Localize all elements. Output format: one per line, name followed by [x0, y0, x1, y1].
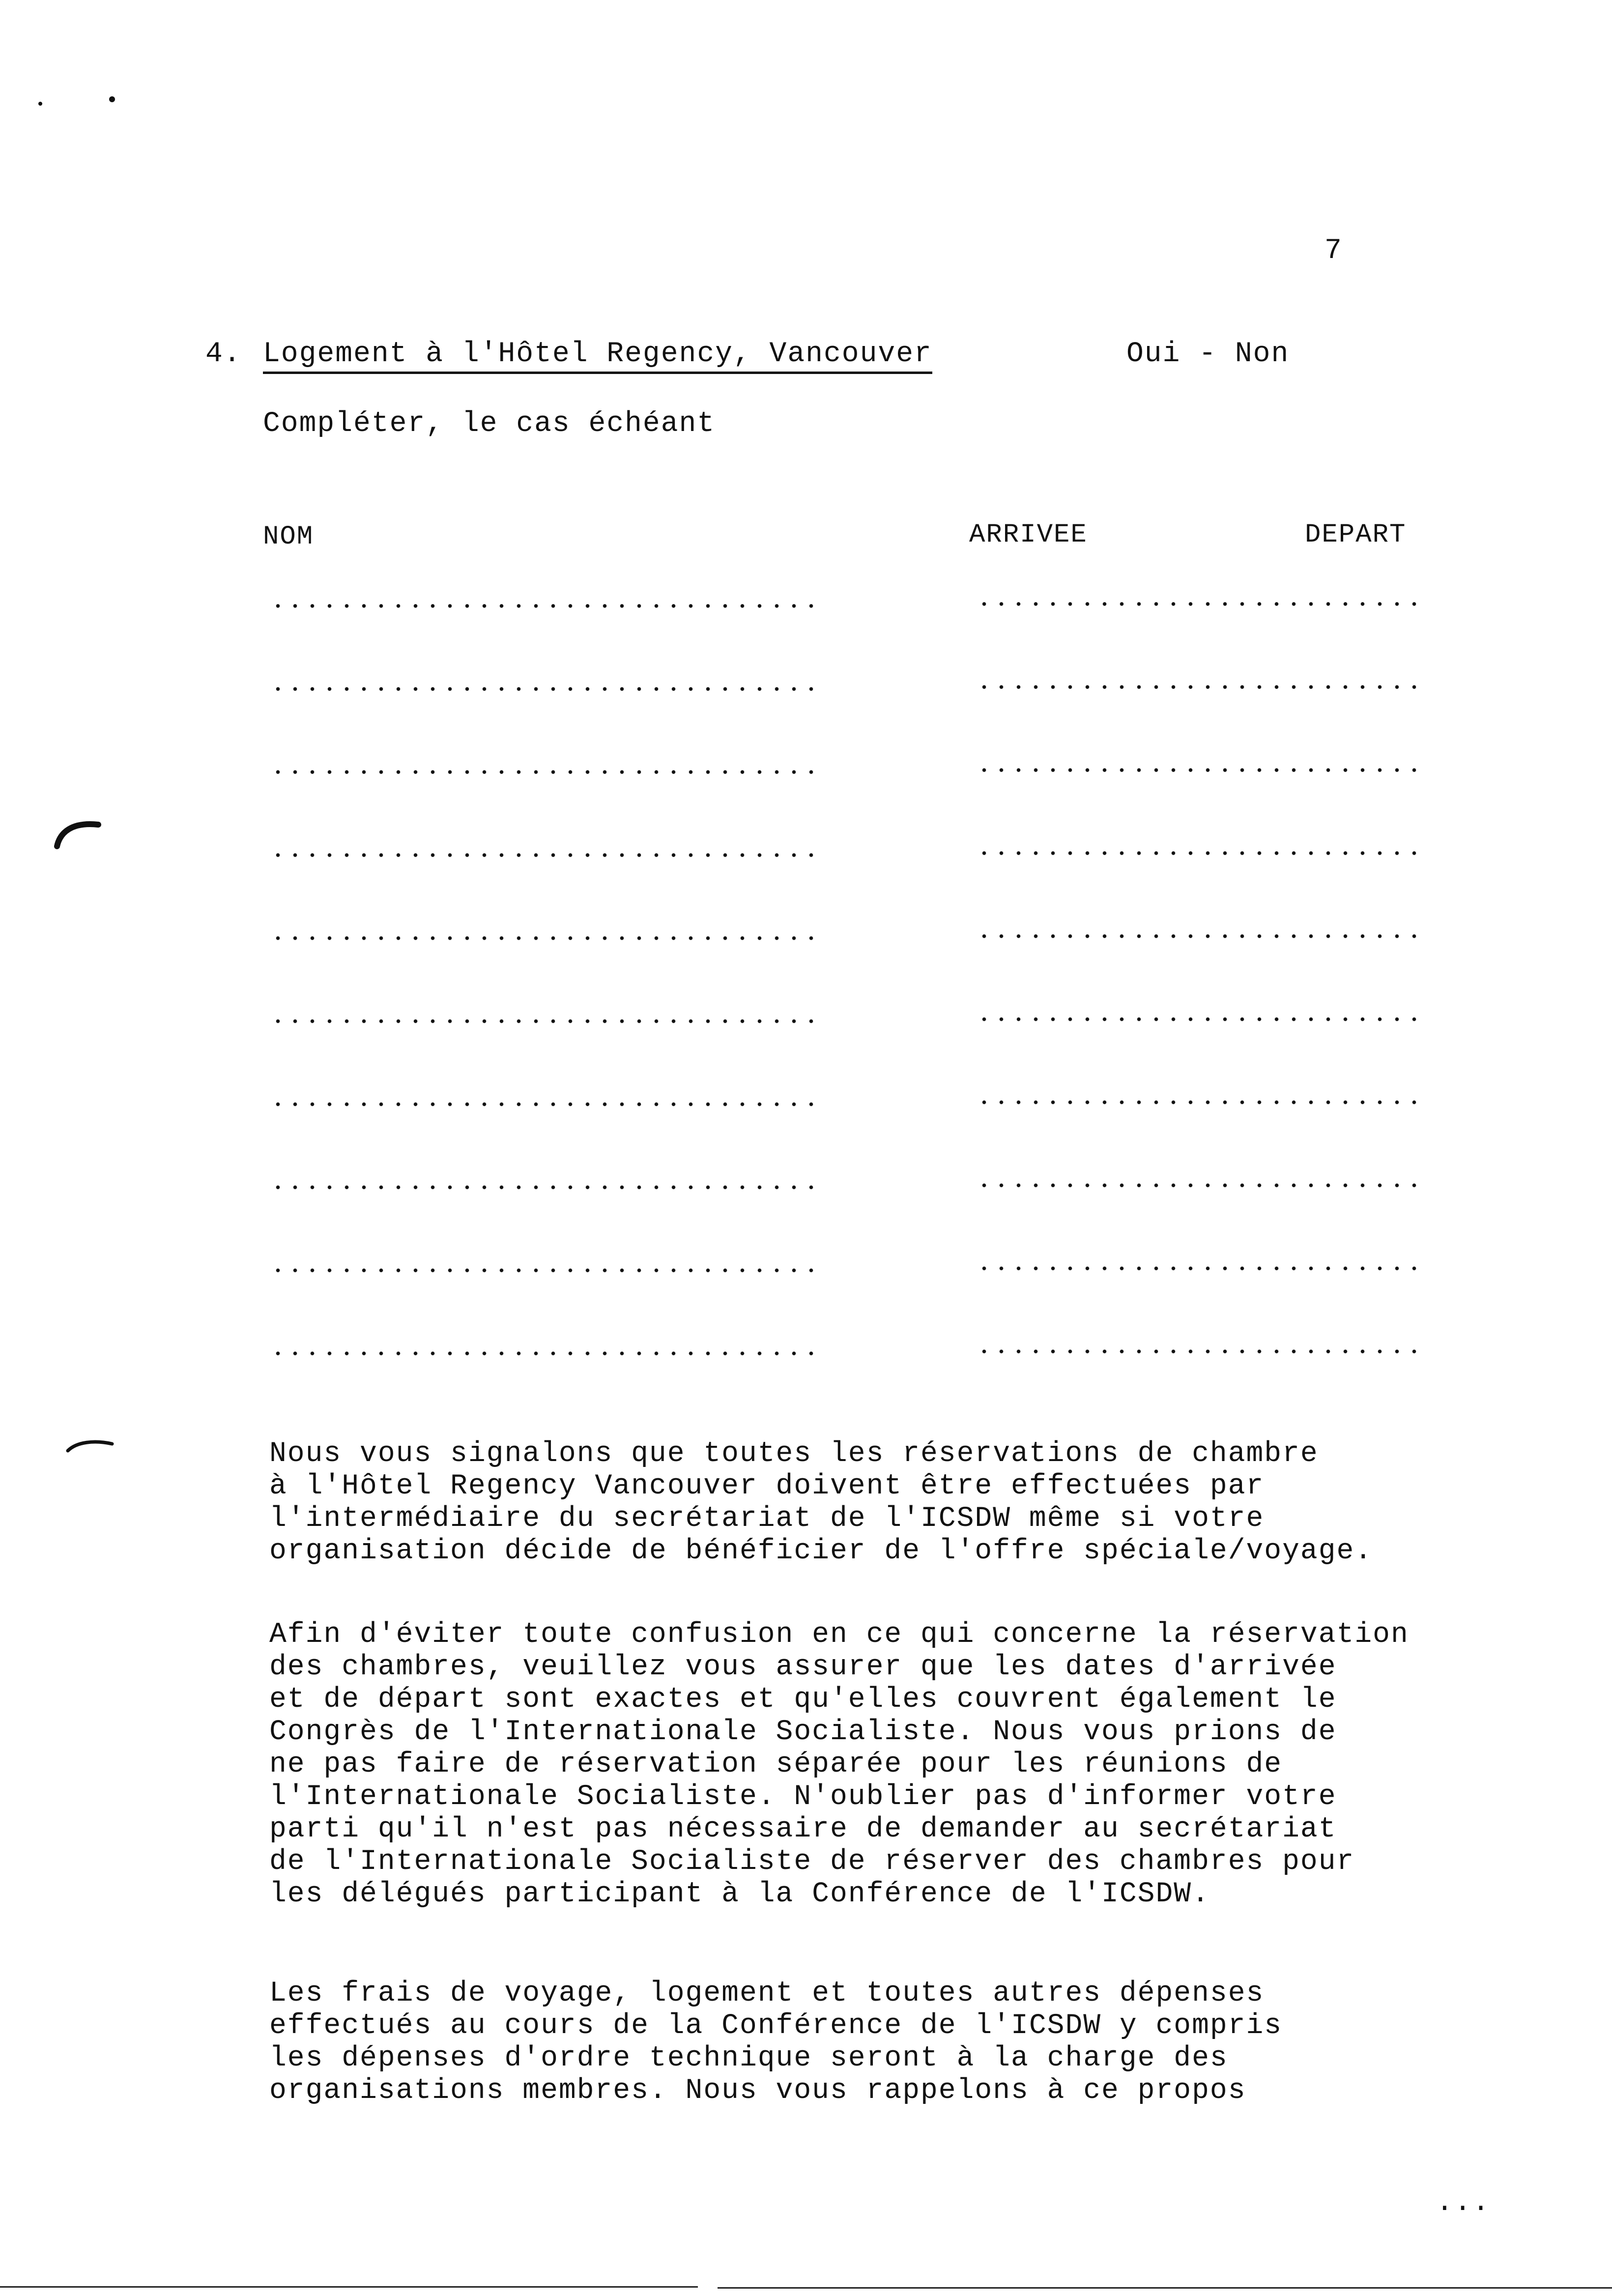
dates-blank[interactable] [976, 768, 1423, 773]
dates-blank[interactable] [976, 1017, 1423, 1022]
text-line: effectués au cours de la Conférence de l'ICSDW y compris [269, 2010, 1283, 2042]
text-line: Les frais de voyage, logement et toutes autres dépenses [269, 1978, 1265, 2009]
name-blank[interactable] [269, 1185, 820, 1190]
text-line: l'Internationale Socialiste. N'oublier pas d'informer votre [269, 1781, 1337, 1813]
text-line: organisations membres. Nous vous rappelons à ce propos [269, 2075, 1246, 2107]
name-blank[interactable] [269, 770, 820, 775]
text-line: les délégués participant à la Conférence de l'ICSDW. [269, 1878, 1210, 1910]
dates-blank[interactable] [976, 1100, 1423, 1105]
dates-blank[interactable] [976, 1349, 1423, 1354]
name-blank[interactable] [269, 1102, 820, 1107]
text-line: l'intermédiaire du secrétariat de l'ICSDW même si votre [269, 1503, 1265, 1535]
page-bottom-rule [0, 2286, 698, 2288]
text-line: Congrès de l'Internationale Socialiste. Nous vous prions de [269, 1716, 1337, 1748]
oui-non-choice: Oui - Non [1126, 338, 1290, 370]
header-nom: NOM [263, 522, 314, 552]
dates-blank[interactable] [976, 934, 1423, 939]
section-title: Logement à l'Hôtel Regency, Vancouver [263, 338, 932, 374]
section-number: 4. [205, 338, 242, 370]
text-line: Nous vous signalons que toutes les réservations de chambre [269, 1438, 1319, 1470]
text-line: Afin d'éviter toute confusion en ce qui concerne la réservation [269, 1619, 1409, 1651]
name-blank[interactable] [269, 936, 820, 941]
text-line: des chambres, veuillez vous assurer que les dates d'arrivée [269, 1651, 1337, 1683]
page-number: 7 [1324, 235, 1343, 267]
page-bottom-rule [718, 2287, 1612, 2289]
header-depart: DEPART [1305, 520, 1407, 550]
name-blank[interactable] [269, 603, 820, 608]
name-blank[interactable] [269, 1268, 820, 1273]
text-line: de l'Internationale Socialiste de réserver des chambres pour [269, 1846, 1355, 1878]
text-line: parti qu'il n'est pas nécessaire de demander au secrétariat [269, 1813, 1337, 1845]
text-line: à l'Hôtel Regency Vancouver doivent être effectuées par [269, 1470, 1265, 1502]
dates-blank[interactable] [976, 1183, 1423, 1188]
text-line: organisation décide de bénéficier de l'offre spéciale/voyage. [269, 1535, 1373, 1567]
paragraph-3 [269, 1978, 1282, 2107]
margin-mark [65, 1435, 114, 1455]
paragraph-2 [269, 1619, 1409, 1911]
name-blank[interactable] [269, 1351, 820, 1356]
scan-speck [109, 96, 115, 102]
text-line: les dépenses d'ordre technique seront à la charge des [269, 2042, 1228, 2074]
dates-blank[interactable] [976, 1266, 1423, 1271]
name-blank[interactable] [269, 853, 820, 858]
header-arrivee: ARRIVEE [969, 520, 1088, 550]
dates-blank[interactable] [976, 602, 1423, 606]
scan-speck [38, 102, 42, 106]
text-line: ne pas faire de réservation séparée pour les réunions de [269, 1749, 1283, 1780]
section-subtitle: Compléter, le cas échéant [263, 408, 716, 440]
dates-blank[interactable] [976, 685, 1423, 689]
paragraph-1 [269, 1438, 1373, 1568]
continuation-dots: ... [1436, 2187, 1491, 2219]
name-blank[interactable] [269, 687, 820, 691]
dates-blank[interactable] [976, 851, 1423, 856]
text-line: et de départ sont exactes et qu'elles couvrent également le [269, 1684, 1337, 1716]
margin-mark [53, 816, 102, 850]
name-blank[interactable] [269, 1019, 820, 1024]
